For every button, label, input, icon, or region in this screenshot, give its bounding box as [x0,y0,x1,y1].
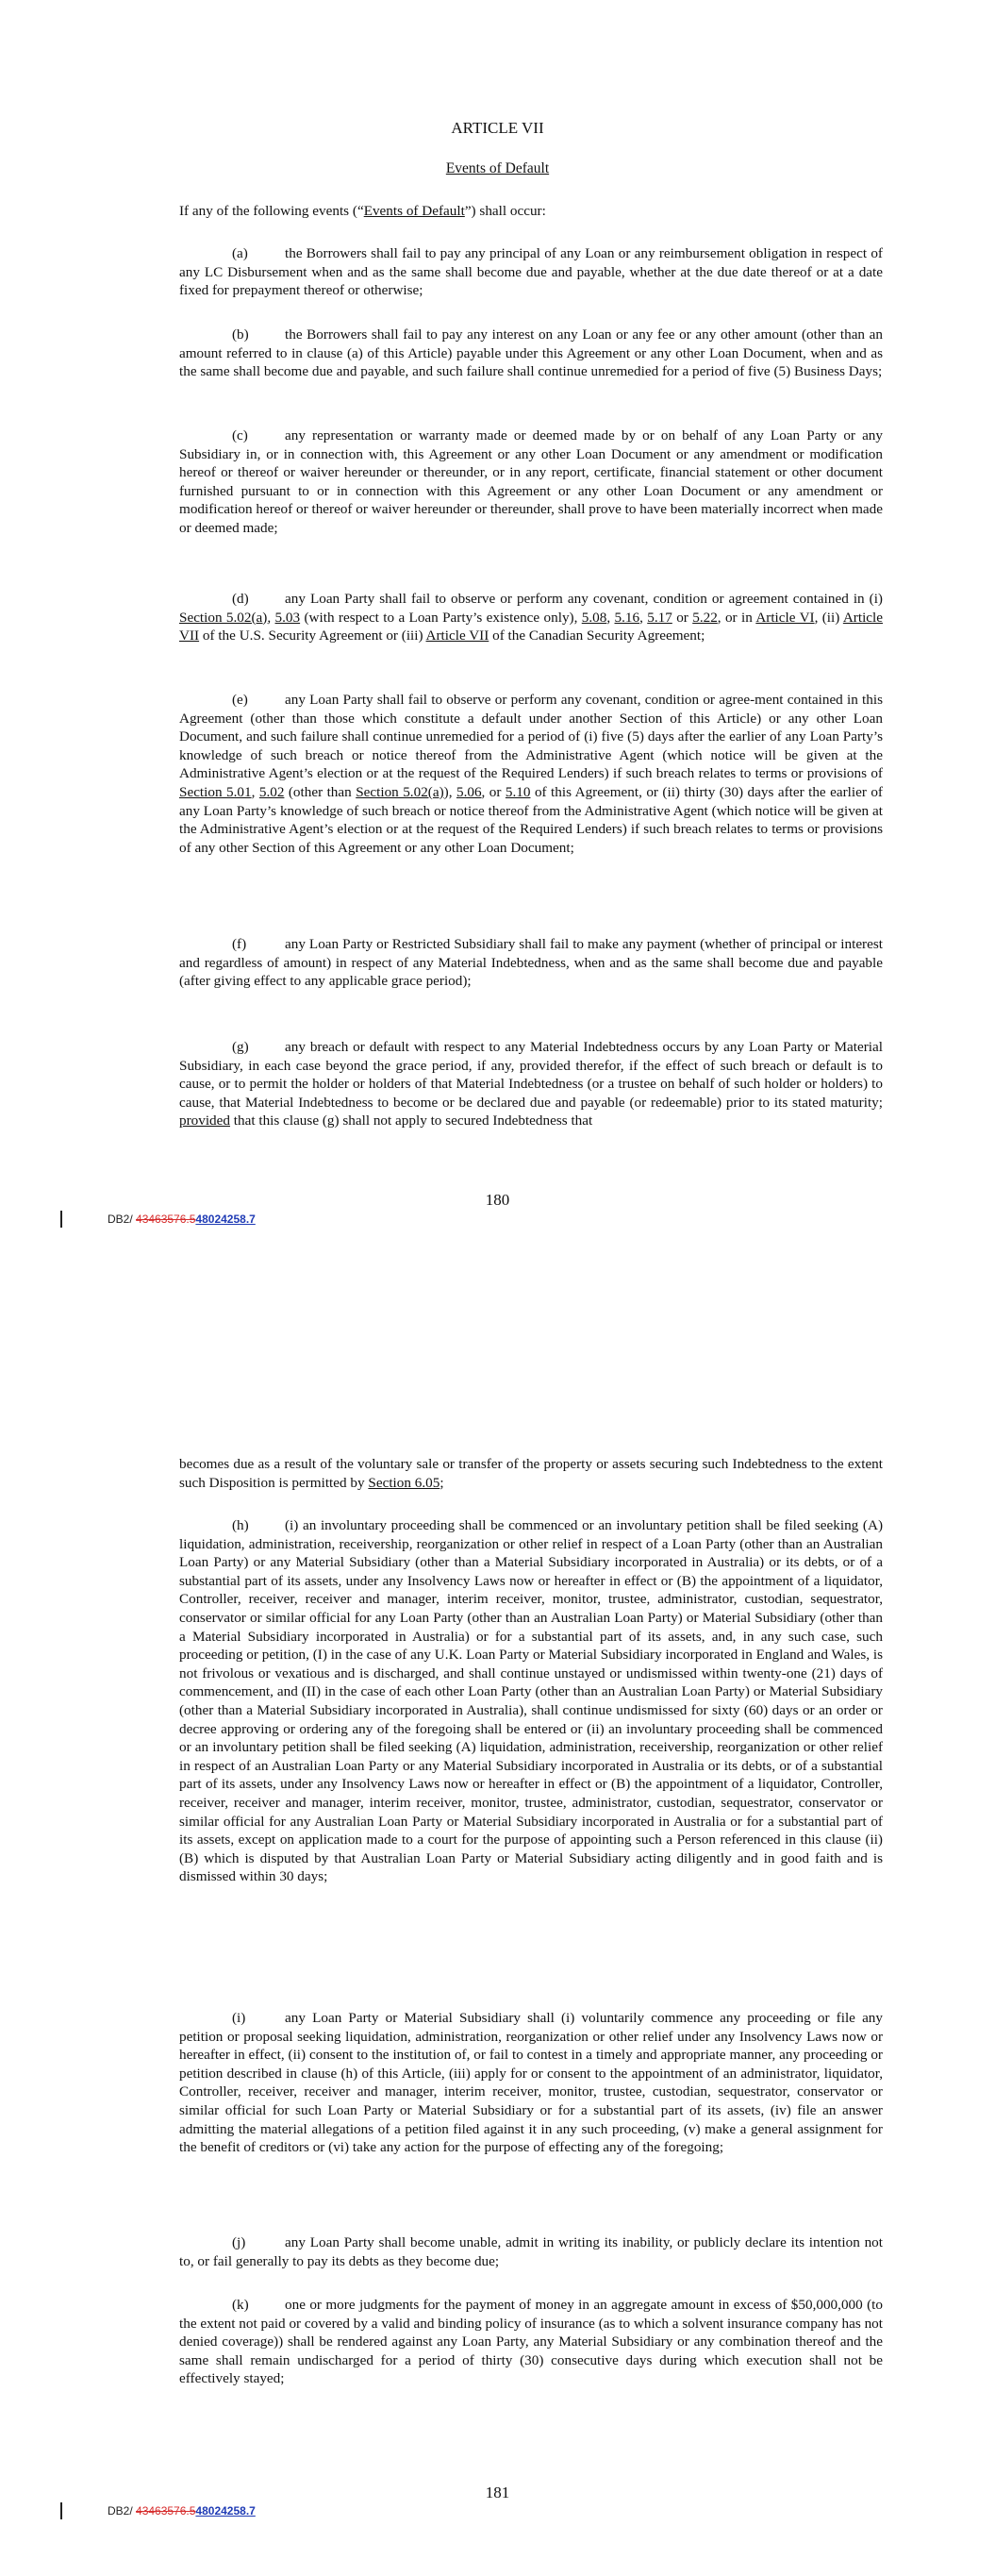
intro-paragraph: If any of the following events (“Events of Default”) shall occur: [179,203,546,219]
clause-f: (f) any Loan Party or Restricted Subsidiary shall fail to make any payment (whether of principal or interest and regardless of amount) in respect of any Material Indebtedness, when and as the same shall become due and payable (after giving effect to any applicable grace period); [179,936,883,990]
clause-g: (g) any breach or default with respect to any Material Indebtedness occurs by any Loan Party or Material Subsidiary, in each case beyond the grace period, if any, provided therefor, if the effect of such breach or default is to cause, or to permit the holder or holders of that Material Indebtedness (or a trustee on behalf of such holder or holders) to cause, that Material Indebtedness to become or be declared due and payable (or redeemable) prior to its stated maturity; provided that this clause (g) shall not apply to secured Indebtedness that [179,1039,883,1129]
clause-a: (a) the Borrowers shall fail to pay any principal of any Loan or any reimbursement obligation in respect of any LC Disbursement when and as the same shall become due and payable, whether at the due date thereof or at a date fixed for prepayment thereof or otherwise; [179,245,883,299]
clause-k: (k) one or more judgments for the payment of money in an aggregate amount in excess of $50,000,000 (to the extent not paid or covered by a valid and binding policy of insurance (as to which a solvent insurance company has not denied coverage)) shall be rendered against any Loan Party, any Material Subsidiary or any combination thereof and the same shall remain undischarged for a period of thirty (30) consecutive days during which execution shall not be effectively stayed; [179,2297,883,2387]
revision-bar [60,2502,62,2519]
revision-bar [60,1211,62,1228]
clause-c: (c) any representation or warranty made or deemed made by or on behalf of any Loan Party or any Subsidiary in, or in connection with, this Agreement or any other Loan Document or any amendment or modification hereof or thereof or waiver hereunder or thereunder, or in any report, certificate, financial statement or other document furnished pursuant to or in connection with this Agreement or any other Loan Document or any amendment or modification hereof or thereof or waiver hereunder or thereunder, shall prove to have been materially incorrect when made or deemed made; [179,427,883,536]
page-number-181: 181 [485,2484,510,2501]
article-subtitle: Events of Default [445,160,550,176]
clause-d: (d) any Loan Party shall fail to observe or perform any covenant, condition or agreement contained in (i) Section 5.02(a), 5.03 (with respect to a Loan Party’s existence only), 5.08, 5.16, 5.17 or 5.22, or in Article VI, (ii) Article VII of the U.S. Security Agreement or (iii) Article VII of the Canadian Security Agreement; [179,591,884,644]
clause-i: (i) any Loan Party or Material Subsidiary shall (i) voluntarily commence any proceeding or file any petition or proposal seeking liquidation, administration, reorganization or other relief under any Insolvency Laws now or hereafter in effect, (ii) consent to the institution of, or fail to contest in a timely and appropriate manner, any proceeding or petition described in clause (h) of this Article, (iii) apply for or consent to the appointment of an administrator, liquidator, Controller, receiver, receiver and manager, interim receiver, monitor, trustee, custodian, sequestrator, conservator or similar official for such Loan Party or Material Subsidiary or for a substantial part of its assets, (iv) file an answer admitting the material allegations of a petition filed against it in any such proceeding, (v) make a general assignment for the benefit of creditors or (vi) take any action for the purpose of effecting any of the foregoing; [179,2010,883,2156]
clause-b: (b) the Borrowers shall fail to pay any interest on any Loan or any fee or any other amount (other than an amount referred to in clause (a) of this Article) payable under this Agreement or any other Loan Document, when and as the same shall become due and payable, and such failure shall continue unremedied for a period of five (5) Business Days; [179,326,883,380]
clause-j: (j) any Loan Party shall become unable, admit in writing its inability, or publicly declare its intention not to, or fail generally to pay its debts as they become due; [179,2234,883,2269]
continuation-paragraph: becomes due as a result of the voluntary sale or transfer of the property or assets securing such Indebtedness to the extent such Disposition is permitted by Section 6.05; [179,1456,883,1491]
clause-e: (e) any Loan Party shall fail to observe or perform any covenant, condition or agree-ment contained in this Agreement (other than those which constitute a default under another Section of this Article) or any other Loan Document, and such failure shall continue unremedied for a period of (i) five (5) days after the earlier of any Loan Party’s knowledge of such breach or notice thereof from the Administrative Agent (which notice will be given at the Administrative Agent’s election or at the request of the Required Lenders) if such breach relates to terms or provisions of Section 5.01, 5.02 (other than Section 5.02(a)), 5.06, or 5.10 of this Agreement, or (ii) thirty (30) days after the earlier of any Loan Party’s knowledge of such breach or notice thereof from the Administrative Agent (which notice will be given at the Administrative Agent’s election or at the request of the Required Lenders) if such breach relates to terms or provisions of any other Section of this Agreement or any other Loan Document; [179,692,883,856]
page-number-180: 180 [485,1191,510,1209]
article-title: ARTICLE VII [451,119,544,137]
clause-h: (h) (i) an involuntary proceeding shall be commenced or an involuntary petition shall be filed seeking (A) liquidation, administration, receivership, reorganization or other relief in respect of a Loan Party (other than an Australian Loan Party) or any Material Subsidiary (other than a Material Subsidiary incorporated in Australia) or its debts, or of a substantial part of its assets, under any Insolvency Laws now or hereafter in effect or (B) the appointment of a liquidator, Controller, receiver, receiver and manager, interim receiver, monitor, trustee, administrator, custodian, sequestrator, conservator or similar official for any Loan Party (other than an Australian Loan Party) or Material Subsidiary (other than a Material Subsidiary incorporated in Australia) or for a substantial part of its assets, and, in any such case, such proceeding or petition, (I) in the case of any U.K. Loan Party or Material Subsidiary incorporated in England and Wales, is not frivolous or vexatious and is discharged, and shall continue unstayed or undismissed within twenty-one (21) days of commencement, and (II) in the case of each other Loan Party (other than an Australian Loan Party) or Material Subsidiary (other than a Material Subsidiary incorporated in Australia), shall continue undismissed for sixty (60) days or an order or decree approving or ordering any of the foregoing shall be entered or (ii) an involuntary proceeding shall be commenced or an involuntary petition shall be filed seeking (A) liquidation, administration, receivership, reorganization or other relief in respect of an Australian Loan Party or any Material Subsidiary incorporated in Australia or its debts, or of a substantial part of its assets, under any Insolvency Laws now or hereafter in effect or (B) the appointment of a liquidator, Controller, receiver, receiver and manager, interim receiver, monitor, trustee, administrator, custodian, sequestrator, conservator or similar official for any Australian Loan Party or Material Subsidiary incorporated in Australia or for a substantial part of its assets, except on application made to a court for the purpose of appointing such a Person referenced in this clause (ii)(B) which is disputed by that Australian Loan Party or Material Subsidiary acting diligently and in good faith and is dismissed within 30 days; [179,1517,883,1885]
document-id: DB2/ 43463576.548024258.7 [108,2504,256,2517]
document-id: DB2/ 43463576.548024258.7 [108,1213,256,1226]
